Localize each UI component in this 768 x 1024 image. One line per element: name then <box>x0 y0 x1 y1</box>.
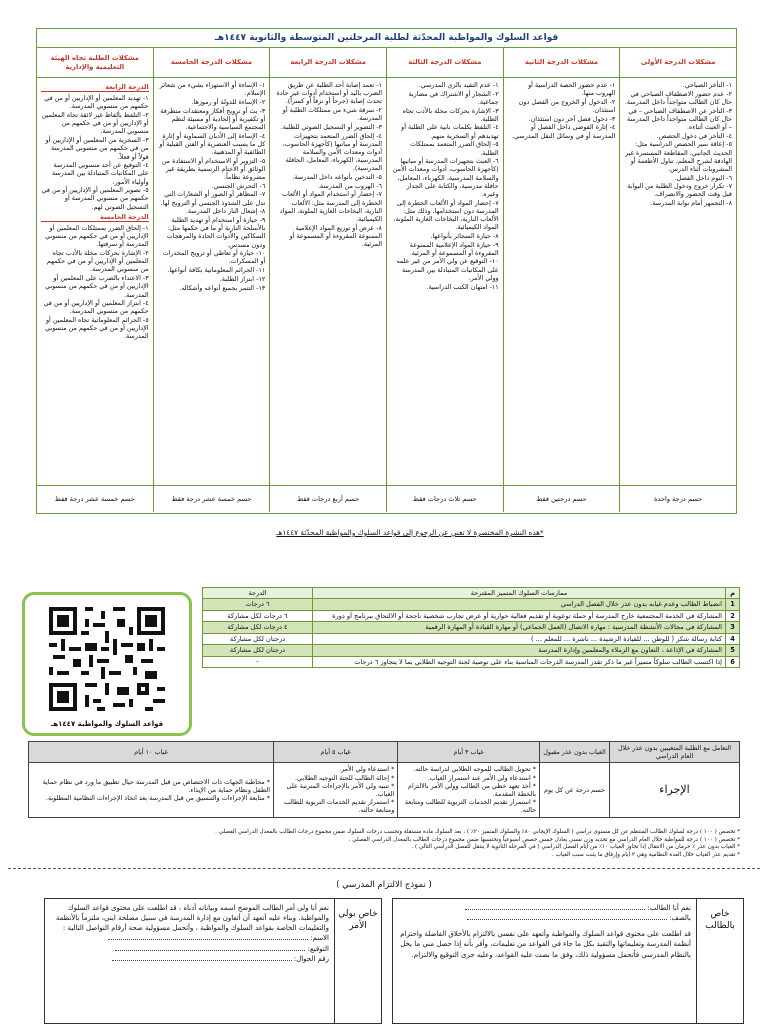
row-text: انضباط الطالب وعدم غيابه بدون عذر خلال الفصل الدراسي <box>313 599 726 610</box>
rule-item: ٥- الجرائم المعلوماتية تجاه المعلمين أو الإداريين أو من في حكمهم من منسوبي المدرسة. <box>45 316 149 341</box>
rule-item: ٢- الإشارة بحركات مخلة بالأدب تجاه المعلمين أو الإداريين أو من في حكمهم من منسوبي المدرسة. <box>46 249 149 274</box>
student-intro: نعم أنا الطالب: <box>647 904 691 912</box>
deduction-cell: حسم درجتين فقط <box>503 486 620 512</box>
table-row <box>203 610 740 621</box>
practices-table <box>202 587 740 668</box>
row-text: المشاركة في مجالات الأنشطة المدرسية : مهارة الاتصال (العمل الجماعي) أو مهارة القيادة أو المهارة الرقمية <box>313 622 726 633</box>
rule-item: ١٣- التنمر بجميع أنواعه وأشكاله. <box>179 283 266 292</box>
action-3-days: * تحويل الطالب للموجه الطلابي لدراسة حالته. * استدعاء ولي الأمر عند استمرار الغياب. * أخذ تعهد خطي من الطالب وولي الأمر بالالتزام بالخطة المقدمة. * استمرار تقديم الخدمات التربوية للطالب ومتابعة حالته. <box>398 763 540 817</box>
row-num: 6 <box>726 656 740 667</box>
footnote: * الغياب بدون عذر ٪ حرمان من الانتقال إذا تجاوز الغياب ١٠٪ من أيام الفصل الدراسي ( في المرحلة الثانوية لا ينتقل للفصل الدراسي التالي ) . <box>411 844 740 851</box>
rule-item: ٦- العبث بتجهيزات المدرسة أو مبانيها (كأجهزة الحاسوب، أدوات ومعدات الأمن والسلامة المدرسية، الكهرباء، المعامل، حافلة مدرسية، والكتابة على الجدار وغيره. <box>392 157 499 198</box>
col-staff <box>37 48 153 485</box>
rule-item: ٤- التلفظ بكلمات نابية على الطلبة أو تهديدهم أو السخرية منهم. <box>401 123 499 140</box>
rule-item: ١٠- التوقيع عن ولي الأمر من غير علمه على المكاتبات المتبادلة بين المدرسة وولي الأمر. <box>396 257 499 282</box>
action-label: الإجراء <box>610 763 740 817</box>
col-level-1 <box>619 48 736 485</box>
row-text: كتابة رسالة شكر ( للوطن ... للقيادة الرشيدة ... ناشرة ... للمعلم ... ) <box>313 633 726 644</box>
parent-section <box>44 898 334 1024</box>
deduction-cell: حسم أربع درجات فقط <box>269 486 386 512</box>
rule-item: ٣- الاعتداء بالضرب على المعلمين أو الإداريين أو من في حكمهم من منسوبي المدرسة. <box>45 274 149 299</box>
rule-item: ٤- إثارة الفوضى داخل الفصل أو المدرسة أو في وسائل النقل المدرسي. <box>511 123 616 140</box>
sub-head: الدرجة الخامسة <box>41 213 149 222</box>
rule-item: ١٢- ابتزاز الطلبة. <box>219 274 266 283</box>
rule-item: ٨- حيازة السجائر بأنواعها. <box>430 231 499 240</box>
col-body <box>387 78 503 485</box>
col-body <box>504 78 620 485</box>
rule-item: ٤- التوقيع عن أحد منسوبي المدرسة على المكاتبات المتبادلة بين المدرسة وأولياء الأمور. <box>52 161 149 186</box>
table-row <box>203 656 740 667</box>
rules-title: قواعد السلوك والمواظبة المحدّثة لطلبة المرحلتين المتوسطة والثانوية ١٤٤٧هـ <box>37 29 736 48</box>
name-label: الاسم: <box>310 934 329 943</box>
col-level-5 <box>153 48 270 485</box>
row-points: ٦ درجات لكل مشاركة <box>203 610 313 621</box>
col-head: مشكلات الدرجة الثانية <box>504 48 620 78</box>
row-text: المشاركة في الإذاعة ، التعاون مع الزملاء والمعلمين وإدارة المدرسة <box>313 645 726 656</box>
signature-label: التوقيع: <box>307 944 329 953</box>
row-num: 5 <box>726 645 740 656</box>
rule-item: ٤- إلحاق الضرر المتعمد بتجهيزات المدرسة أو مبانيها (كأجهزة الحاسوب، أدوات ومعدات الأمن والسلامة المدرسية، الكهرباء، المعامل، الحافلة المدرسية). <box>282 131 382 173</box>
rule-item: ٩- حيازة المواد الإعلامية الممنوعة المقروءة أو المسموعة أو المرئية. <box>409 240 499 257</box>
rule-item: ٦- الهروب من المدرسة. <box>317 181 382 190</box>
commitment-form <box>44 898 744 1024</box>
deduct-cell: حسم درجة عن كل يوم <box>540 763 610 817</box>
rule-item: ٧- المظاهر أو الصور أو الشعارات التي تدل على الشذوذ الجنسي أو الترويج لها. <box>160 190 266 207</box>
cut-line <box>8 868 760 869</box>
header-num: م <box>726 588 740 599</box>
rule-item: ٥- التدخين بأنواعه داخل المدرسة. <box>292 173 382 182</box>
rule-item: ١- التأخر الصباحي. <box>682 81 732 89</box>
rule-item: ٢- عدم حضور الاصطفاف الصباحي في حال كان الطالب متواجداً داخل المدرسة. <box>624 89 732 106</box>
rule-item: ٨- التجمهر أمام بوابة المدرسة. <box>650 199 732 208</box>
reference-note: *هذه النشرة المختصرة لا تغني عن الرجوع إلى قواعد السلوك والمواظبة المحدّثة ١٤٤٧هـ <box>276 528 544 537</box>
row-num: 4 <box>726 633 740 644</box>
rule-item: ٧- تكرار خروج ودخول الطلبة من البوابة قبل وقت الحضور والانصراف. <box>627 182 732 199</box>
col-head: مشكلات الدرجة الأولى <box>620 48 736 78</box>
parent-label: خاص بولي الأمر <box>334 898 382 1024</box>
row-points: درجتان لكل مشاركة <box>203 633 313 644</box>
rule-item: ٨- إشعال النار داخل المدرسة. <box>185 207 266 216</box>
action-5-days: * استدعاء ولي الأمر. * إحالة الطالب للجنة التوجيه الطلابي. * تنبيه ولي الأمر بالإجراءات المترتبة على الغياب. * استمرار تقديم الخدمات التربوية للطالب ومتابعة حالته. <box>273 763 397 817</box>
deduction-cell: حسم ثلاث درجات فقط <box>386 486 503 512</box>
table-row <box>203 645 740 656</box>
rule-item: ٦- التحرش الجنسي. <box>211 181 266 190</box>
rule-item: ٤- ابتزاز المعلمين أو الإداريين أو من في حكمهم من منسوبي المدرسة. <box>43 299 149 316</box>
qr-caption: قواعد السلوك والمواظبة ١٤٤٧هـ <box>50 720 164 729</box>
col-level-4 <box>269 48 386 485</box>
row-num: 3 <box>726 622 740 633</box>
rule-item: ٢- التلفظ بألفاظ غير لائقة تجاه المعلمين أو الإداريين أو من في حكمهم من منسوبي المدرسة. <box>41 111 149 136</box>
rules-table <box>36 28 737 514</box>
mobile-label: رقم الجوال: <box>293 954 329 963</box>
rule-item: ٦- النوم داخل الفصل. <box>674 173 732 182</box>
deduction-cell: حسم خمسة عشر درجة فقط <box>153 486 270 512</box>
student-pledge: قد اطلعت على محتوى قواعد السلوك والمواظبة وأتعهد على نفسي بالالتزام بالأخلاق الفاضلة واحترام أنظمة المدرسة وتعليماتها والتقيد بكل ما جاء في القواعد من تعليمات، وأقر بأنه إذا حصل مني ما يخل بالنظام المدرسي فأتحمل مسؤولية ذلك، وفق ما نصت عليه القواعد، وعليه جرى التوقيع والالتزام. <box>400 930 691 959</box>
footnote: * تخصص ( ١٠٠ ) درجة لسلوك الطالب المنتظم عن كل مستوى دراسي ( السلوك الإيجابي ٨٠٪ والسلوك المتميز ٢٠٪ ) ، بعد السلوك مادة مستقلة وتحسب درجات السلوك ضمن مجموع درجات الطالب بالمعدل الدراسي الفصلي . <box>215 829 740 835</box>
header-dealing: التعامل مع الطلبة المتغيبين بدون عذر خلال العام الدراسي <box>610 742 740 763</box>
rule-item: ٣- دخول فصل آخر دون استئذان. <box>528 114 616 123</box>
student-class-field[interactable] <box>467 919 667 920</box>
row-text: المشاركة في الخدمة المجتمعية خارج المدرسة أو حملة توعوية أو تقديم فعالية حوارية أو عرض تجارب شخصية ناجحة أو الالتحاق ببرنامج أو دورة <box>313 610 726 621</box>
rule-item: ١- عدم حضور الحصة الدراسية أو الهروب منها. <box>528 81 616 98</box>
rule-item: ٧- إحضار المواد أو الألعاب الخطرة إلى المدرسة دون استخدامها، وذلك مثل: الألعاب النارية، البخاخات الغازية الملونة، المواد الكيميائية. <box>393 198 499 232</box>
row-num: 2 <box>726 610 740 621</box>
col-head: مشكلات الدرجة الخامسة <box>154 48 270 78</box>
rule-item: ١- تهديد المعلمين أو الإداريين أو من في حكمهم من منسوبي المدرسة. <box>44 94 149 111</box>
col-body <box>154 78 270 485</box>
rule-item: ٢- الشجار أو الاشتراك في مضاربة جماعية. <box>408 89 499 106</box>
absence-table <box>28 741 740 818</box>
deduction-cell: حسم درجة واحدة <box>619 486 736 512</box>
col-body <box>620 78 736 485</box>
table-header-row <box>29 742 740 763</box>
rule-item: ٥- إعاقة سير الحصص الدراسية مثل: الحديث الجانبي، المقاطعة المستمرة غير الهادفة لشرح المعلم، تناول الأطعمة أو المشروبات أثناء الدرس. <box>625 140 732 173</box>
rule-item: ١١- امتهان الكتب الدراسية. <box>426 282 499 291</box>
rule-item: ٤- الإساءة إلى الأديان السماوية أو إثارة كل ما يسبب العنصرية أو الفتن القبلية أو الطائفية أو المذهبية. <box>159 131 266 156</box>
rule-item: ٥- تصوير المعلمين أو الإداريين أو من في حكمهم من منسوبي المدرسة أو التسجيل الصوتي لهم. <box>41 186 149 211</box>
rule-item: ٣- السخرية من المعلمين أو الإداريين أو من في حكمهم من منسوبي المدرسة قولاً أو فعلاً. <box>45 136 149 161</box>
rule-item: ١- الإساءة أو الاستهزاء بشيء من شعائر الإسلام. <box>159 81 266 98</box>
header-no-excuse: الغياب بدون عذر مقبول <box>540 742 610 763</box>
row-points: - <box>203 656 313 667</box>
mobile-field[interactable] <box>112 960 292 961</box>
col-level-3 <box>386 48 503 485</box>
row-points: ٤ درجات لكل مشاركة <box>203 622 313 633</box>
col-head: مشكلات الدرجة الثالثة <box>387 48 503 78</box>
col-body <box>37 78 153 485</box>
header-practice: ممارسات السلوك المتميز المقترحة <box>313 588 726 599</box>
row-points: ٦ درجات <box>203 599 313 610</box>
rule-item: ٥- التزوير أو الاستخدام أو الاستفادة من الوثائق أو الأختام الرسمية بطريقة غير مشروعة نظاماً. <box>161 156 266 182</box>
deduction-cell: حسم خمسة عشر درجة فقط <box>54 494 135 503</box>
deduction-row <box>37 485 736 512</box>
rule-item: ٢- سرقة شيء من ممتلكات الطلبة أو المدرسة. <box>282 106 382 123</box>
rule-item: ٧- إحضار أو استخدام المواد أو الألعاب الخطرة إلى المدرسة مثل: الألعاب النارية، البخاخات الغازية الملونة، المواد الكيميائية. <box>279 190 382 223</box>
sub-head: الدرجة الرابعة <box>41 83 149 92</box>
footnotes <box>28 829 740 859</box>
header-10-days: غياب ١٠ أيام <box>29 742 274 763</box>
footnote: * تخصص ( ١٠٠ ) درجة للمواظبة خلال العام الدراسي مع تحديد وزن نسبي يعادل خمس حصص أسبوعياً وتحتسبها ضمن مجموع درجات الطالب بالمعدل الدراسي الفصلي . <box>348 836 740 843</box>
rule-item: ٢- الدخول أو الخروج من الفصل دون استئذان. <box>518 97 616 115</box>
table-row <box>203 622 740 633</box>
row-num: 1 <box>726 599 740 610</box>
col-head: مشكلات الدرجة الرابعة <box>270 48 386 78</box>
action-10-days: * مخاطبة الجهات ذات الاختصاص من قبل المدرسة حيال تطبيق ما ورد في نظام حماية الطفل ونظام حماية من الإيذاء. * متابعة الإجراءات والتنسيق من قبل المدرسة بعد اتخاذ الإجراءات النظامية المطلوبة. <box>29 763 274 817</box>
table-row <box>29 763 740 817</box>
student-label: خاص بالطالب <box>696 898 744 1024</box>
col-head: مشكلات الطلبة تجاه الهيئة التعليمية والإدارية <box>37 48 153 78</box>
header-points: الدرجة <box>203 588 313 599</box>
rule-item: ٢- الإساءة للدولة أو رموزها. <box>191 97 266 106</box>
rule-item: ٨- عرض أو توزيع المواد الإعلامية الممنوعة المقروءة أو المسموعة أو المرئية. <box>289 223 382 249</box>
header-5-days: غياب ٥ أيام <box>273 742 397 763</box>
commitment-title: ( نموذج الالتزام المدرسي ) <box>336 880 432 890</box>
row-text: إذا اكتسب الطالب سلوكاً متميزاً غير ما ذكر تقدر المدرسة الدرجات المناسبة بناء على توصية لجنة التوجيه الطلابي بما لا يتجاوز ٦ درجات <box>313 656 726 667</box>
footnote: * تقديم عذر الغياب خلال العدة النظامية وهي ٣ أيام وإرفاق ما يثبت سبب الغياب . <box>552 851 740 858</box>
student-section <box>392 898 696 1024</box>
col-body <box>270 78 386 485</box>
table-row <box>203 633 740 644</box>
qr-code-icon[interactable] <box>49 607 165 711</box>
rule-item: ٣- بث أو ترويج أفكار ومعتقدات متطرفة أو تكفيرية أو إلحادية أو مسيئة لنظم المجتمع السياسية والاجتماعية. <box>160 106 266 131</box>
rules-columns <box>37 48 736 485</box>
rule-item: ١- إلحاق الضرر بممتلكات المعلمين أو الإداريين أو من في حكمهم من منسوبي المدرسة أو سرقتها. <box>45 224 149 249</box>
row-points: درجتان لكل مشاركة <box>203 645 313 656</box>
rule-item: ٣- التصوير أو التسجيل الصوتي للطلبة. <box>280 122 382 131</box>
rule-item: ١- تعمد إصابة أحد الطلبة عن طريق الضرب باليد أو استخدام أدوات غير حادة تحدث إصابة (جرحاً أو نزفاً أو كسراً). <box>276 81 382 106</box>
header-3-days: غياب ٣ أيام <box>398 742 540 763</box>
rule-item: ١- عدم التقيد بالزي المدرسي. <box>418 81 499 89</box>
table-row <box>203 599 740 610</box>
table-header-row <box>203 588 740 599</box>
student-class: بالصف: <box>669 914 691 923</box>
rule-item: ٣- الإشارة بحركات مخلة بالأدب تجاه الطلبة. <box>402 106 499 123</box>
student-name-field[interactable] <box>465 909 645 910</box>
rule-item: ٣- التأخر عن الاصطفاف الصباحي – في حال كان الطالب متواجداً داخل المدرسة – أو العبث أثناءه. <box>626 106 732 131</box>
rule-item: ١١- الجرائم المعلوماتية بكافة أنواعها. <box>167 266 266 275</box>
parent-pledge: نعم أنا ولي أمر الطالب الموضح اسمه وبياناته أدناه ، قد اطلعت على محتوى قواعد السلوك والمواظبة. وبناء عليه أتعهد أن أتعاون مع إدارة المدرسة في سبيل مصلحة ابني، ملتزماً بالأنظمة والتعليمات الخاصة بقواعد السلوك والمواظبة ، وأتحمل مسؤولية صحة أرقام التواصل التالية : <box>55 904 329 933</box>
rule-item: ٤- التأخر في دخول الحصص. <box>656 131 732 140</box>
parent-name-field[interactable] <box>108 939 308 940</box>
rule-item: ٩- حيازة أو استخدام أو تهديد الطلبة بالأسلحة النارية أو ما في حكمها مثل: السكاكين والأدوات الحادة والمرهجات ودون مسدس. <box>166 216 266 249</box>
rule-item: ٥- إلحاق الضرر المتعمد بممتلكات الطلبة. <box>409 140 499 157</box>
qr-card[interactable] <box>22 592 192 736</box>
rule-item: ١٠- حيازة أو تعاطي أو ترويج المخدرات أو المسكرات. <box>162 249 266 266</box>
signature-field[interactable] <box>115 950 305 951</box>
col-level-2 <box>503 48 620 485</box>
